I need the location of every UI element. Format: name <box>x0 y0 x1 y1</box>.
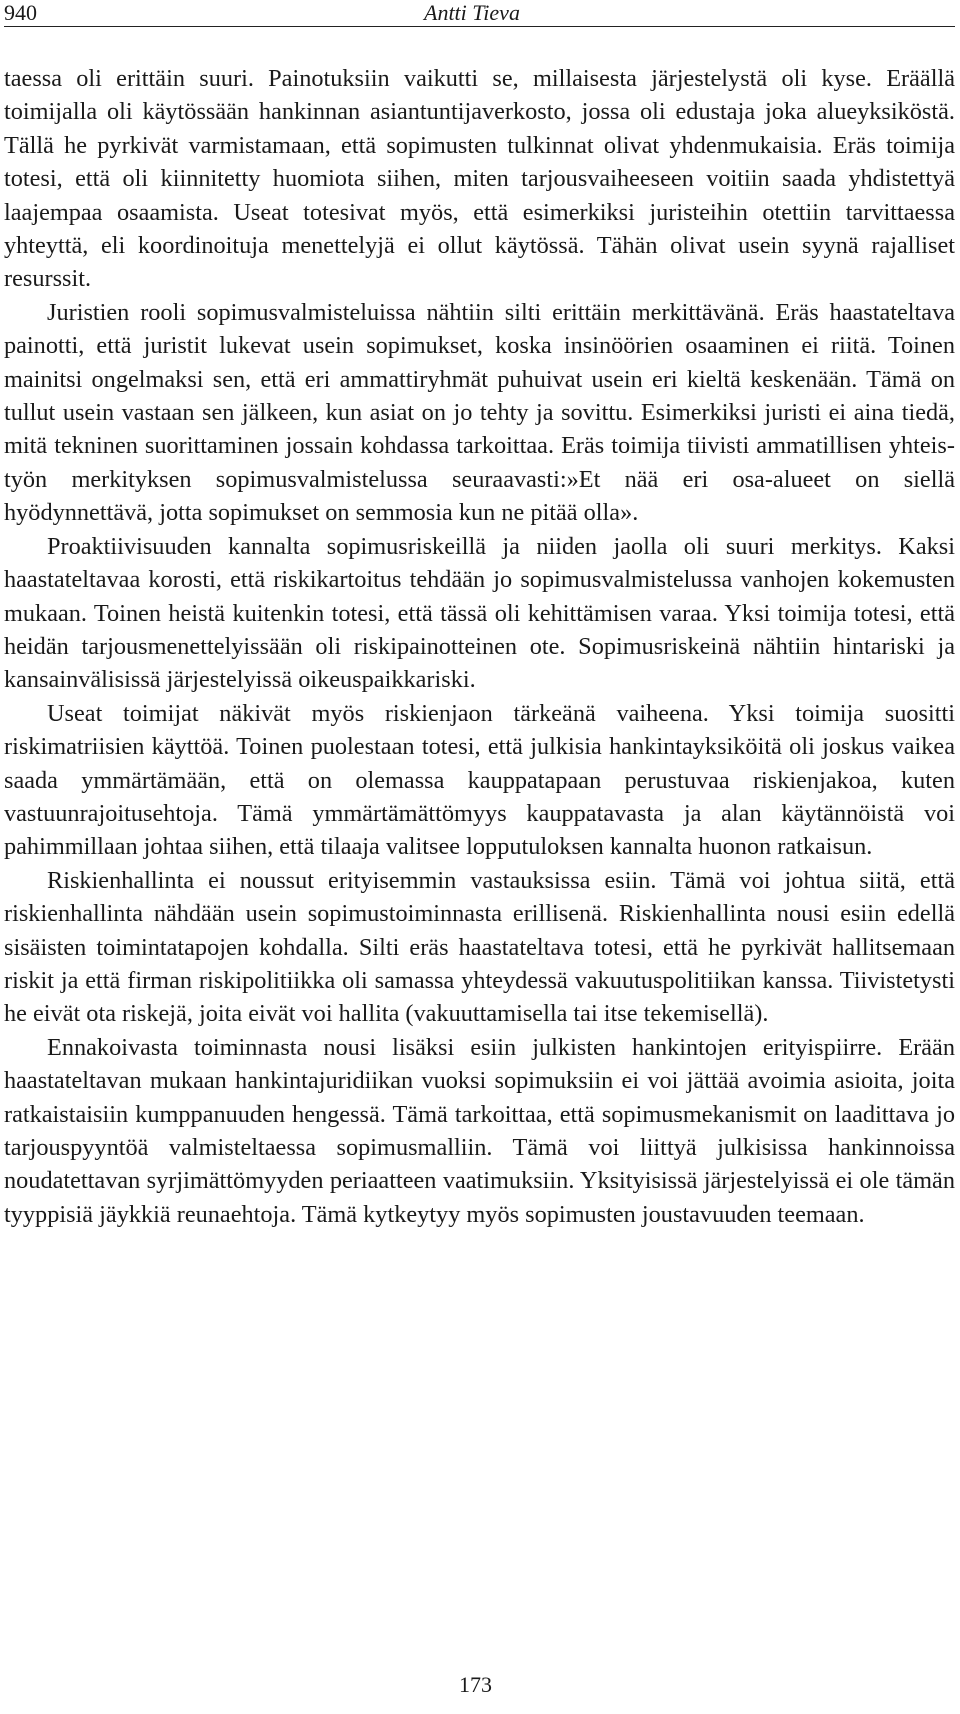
paragraph: Juristien rooli sopimusvalmisteluissa nähtiin silti erittäin merkittävänä. Eräs haastateltava painotti, että juristit lukevat usein sopimukset, koska insinöörien osaaminen ei riitä. Toinen mainitsi ongelmaksi sen, että eri ammattiryhmät puhuivat usein eri kieltä keskenään. Tämä on tullut usein vastaan sen jälkeen, kun asiat on jo tehty ja sovittu. Esimerkiksi juristi ei aina tiedä, mitä tekninen suorittaminen jossain kohdassa tarkoittaa. Eräs toimija tiivisti ammatillisen yhteistyön merkityksen sopimusvalmistelussa seuraavasti:»Et nää eri osa-alueet on siellä hyödynnettävä, jotta sopimukset on semmosia kun ne pitää olla». <box>4 298 955 527</box>
paragraph: Proaktiivisuuden kannalta sopimusriskeillä ja niiden jaolla oli suuri merkitys. Kaksi haastateltavaa korosti, että riskikartoitus tehdään jo sopimusvalmistelussa vanhojen kokemusten mukaan. Toinen heistä kuitenkin totesi, että tässä oli kehittämisen varaa. Yksi toimija totesi, että heidän tarjousmenettelyissään oli riskipainotteinen ote. Sopimusriskeinä nähtiin hintariski ja kansainvälisissä järjestelyissä oikeuspaikkariski. <box>4 532 955 694</box>
paragraph: taessa oli erittäin suuri. Painotuksiin vaikutti se, millaisesta järjestelystä oli kyse. Eräällä toimijalla oli käytössään hankinnan asiantuntijaverkosto, jossa oli edustaja joka alueyksiköstä. Tällä he pyrkivät varmistamaan, että sopimusten tulkinnat olivat yhdenmukaisia. Eräs toimija totesi, että oli kiinnitetty huomiota siihen, miten tarjousvaiheeseen voitiin saada yhdistettyä laajempaa osaamista. Useat totesivat myös, että esimerkiksi juristeihin otettiin tarvittaessa yhteyttä, eli koordinoituja menettelyjä ei ollut käytössä. Tähän olivat usein syynä rajalliset resurssit. <box>4 65 955 293</box>
page-header <box>4 0 955 27</box>
paragraph: Riskienhallinta ei noussut erityisemmin vastauksissa esiin. Tämä voi johtua siitä, että riskienhallinta nähdään usein sopimustoiminnasta erillisenä. Riskienhallinta nousi esiin edellä sisäisten toimintatapojen kohdalla. Silti eräs haastateltava totesi, että he pyrkivät hallitsemaan riskit ja että firman riskipolitiikka oli samassa yhteydessä vakuutuspolitiikan kanssa. Tiivistetysti he eivät ota riskejä, joita eivät voi hallita (vakuuttamisella tai itse tekemisellä). <box>4 866 955 1028</box>
running-head-author: Antti Tieva <box>424 0 520 25</box>
journal-page-number: 940 <box>4 0 37 25</box>
page-footer-number: 173 <box>459 1672 492 1697</box>
paragraph: Ennakoivasta toiminnasta nousi lisäksi esiin julkisten hankintojen erityispiirre. Erään haastateltavan mukaan hankintajuridiikan vuoksi sopimuksiin ei voi jättää avoimia asioita, joita ratkaistaisiin kumppanuuden hengessä. Tämä tarkoittaa, että sopimusmekanismit on laadittava jo tarjouspyyntöä valmisteltaessa sopimusmalliin. Tämä voi liittyä julkisissa hankinnoissa noudatettavan syrjimättömyyden periaatteen vaatimuksiin. Yksityisissä järjestelyissä ei ole tämän tyyppisiä jäykkiä reunaehtoja. Tämä kytkeytyy myös sopimusten joustavuuden teemaan. <box>4 1033 955 1228</box>
article-body <box>4 62 955 1231</box>
paragraph: Useat toimijat näkivät myös riskienjaon tärkeänä vaiheena. Yksi toimija suositti riskimatriisien käyttöä. Toinen puolestaan totesi, että julkisia hankintayksiköitä oli joskus vaikea saada ymmärtämään, että on olemassa kauppatapaan perustuvaa riskienjakoa, kuten vastuunrajoitusehtoja. Tämä ymmärtämättömyys kauppatavasta ja alan käytännöistä voi pahimmillaan johtaa siihen, että tilaaja valitsee lopputuloksen kannalta huonon ratkaisun. <box>4 699 955 861</box>
